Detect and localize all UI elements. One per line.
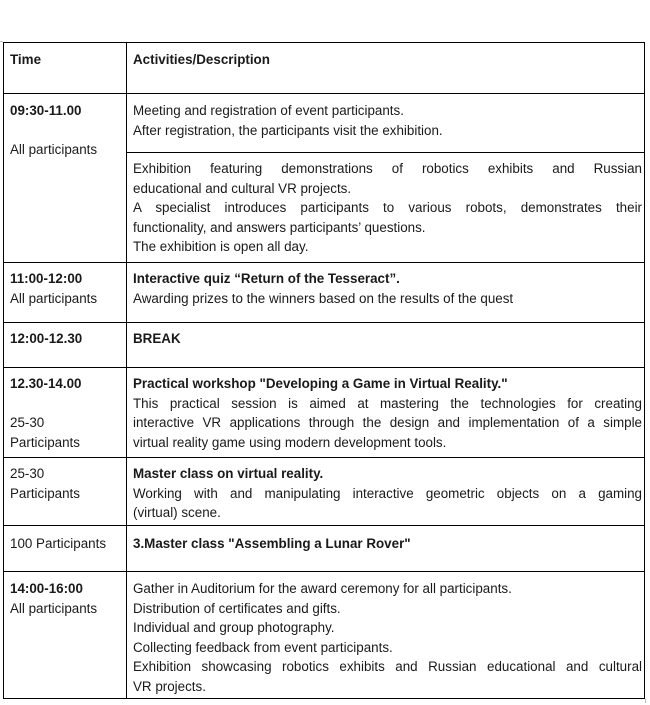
row-divider [4, 322, 644, 323]
row-description [133, 101, 642, 140]
row-participants [10, 413, 80, 452]
row-participants: All participants [10, 142, 98, 157]
description-line: Working with and manipulating interactive geometric objects on a gaming [133, 485, 642, 501]
description-line: Distribution of certificates and gifts. [133, 600, 341, 616]
description-line: Gather in Auditorium for the award ceremony for all participants. [133, 581, 512, 596]
description-title: Interactive quiz “Return of the Tesseract”. [133, 271, 400, 286]
column-divider [126, 43, 127, 698]
participants-line: 25-30 [10, 415, 45, 430]
description-line: VR projects. [133, 678, 206, 694]
row-divider [4, 367, 644, 368]
description-title: Master class on virtual reality. [133, 466, 324, 481]
row-participants [10, 464, 80, 503]
row-description [133, 269, 642, 308]
description-line: Exhibition showcasing robotics exhibits and Russian educational and cultural [133, 659, 642, 674]
row-time: 14:00-16:00 [10, 581, 83, 596]
row-description [133, 464, 642, 523]
description-title: BREAK [133, 331, 181, 346]
row-divider [4, 525, 644, 526]
participants-line: Participants [10, 434, 80, 450]
description-line: Collecting feedback from event participants. [133, 639, 393, 655]
description-line: educational and cultural VR projects. [133, 180, 352, 196]
description-line: The exhibition is open all day. [133, 239, 309, 254]
description-line: virtual reality game using modern development tools. [133, 434, 447, 450]
description-line: Exhibition featuring demonstrations of robotics exhibits and Russian [133, 161, 642, 176]
description-line: Meeting and registration of event participants. [133, 103, 404, 118]
row-divider [4, 262, 644, 263]
participants-line: Participants [10, 485, 80, 501]
description-line: After registration, the participants visit the exhibition. [133, 122, 443, 138]
row-time: 09:30-11.00 [10, 103, 82, 118]
row-participants: All participants [10, 600, 98, 616]
participants-line: 25-30 [10, 466, 45, 481]
description-line: Awarding prizes to the winners based on the results of the quest [133, 290, 514, 306]
description-line: This practical session is aimed at mastering the technologies for creating [133, 395, 642, 411]
header-time: Time [10, 52, 42, 67]
row-divider [4, 571, 644, 572]
row-time: 12.30-14.00 [10, 376, 82, 391]
row-divider [4, 93, 644, 94]
description-line: functionality, and answers participants’ questions. [133, 219, 426, 235]
subrow-divider [126, 152, 644, 153]
description-line: interactive VR applications through the design and implementation of a simple [133, 415, 642, 430]
row-description [133, 374, 642, 452]
description-title: 3.Master class "Assembling a Lunar Rover" [133, 536, 411, 551]
header-activities: Activities/Description [133, 52, 270, 67]
description-line: A specialist introduces participants to various robots, demonstrates their [133, 200, 642, 215]
description-title: Practical workshop "Developing a Game in Virtual Reality." [133, 376, 508, 391]
row-time: 11:00-12:00 [10, 271, 83, 286]
row-description [133, 579, 642, 696]
corner-mark [645, 699, 646, 703]
row-time: 12:00-12.30 [10, 331, 83, 346]
description-line: (virtual) scene. [133, 505, 221, 520]
description-line: Individual and group photography. [133, 620, 335, 635]
row-divider [4, 457, 644, 458]
schedule-table [3, 42, 645, 699]
row-description [133, 159, 642, 257]
row-participants: 100 Participants [10, 536, 107, 551]
row-participants: All participants [10, 290, 98, 306]
